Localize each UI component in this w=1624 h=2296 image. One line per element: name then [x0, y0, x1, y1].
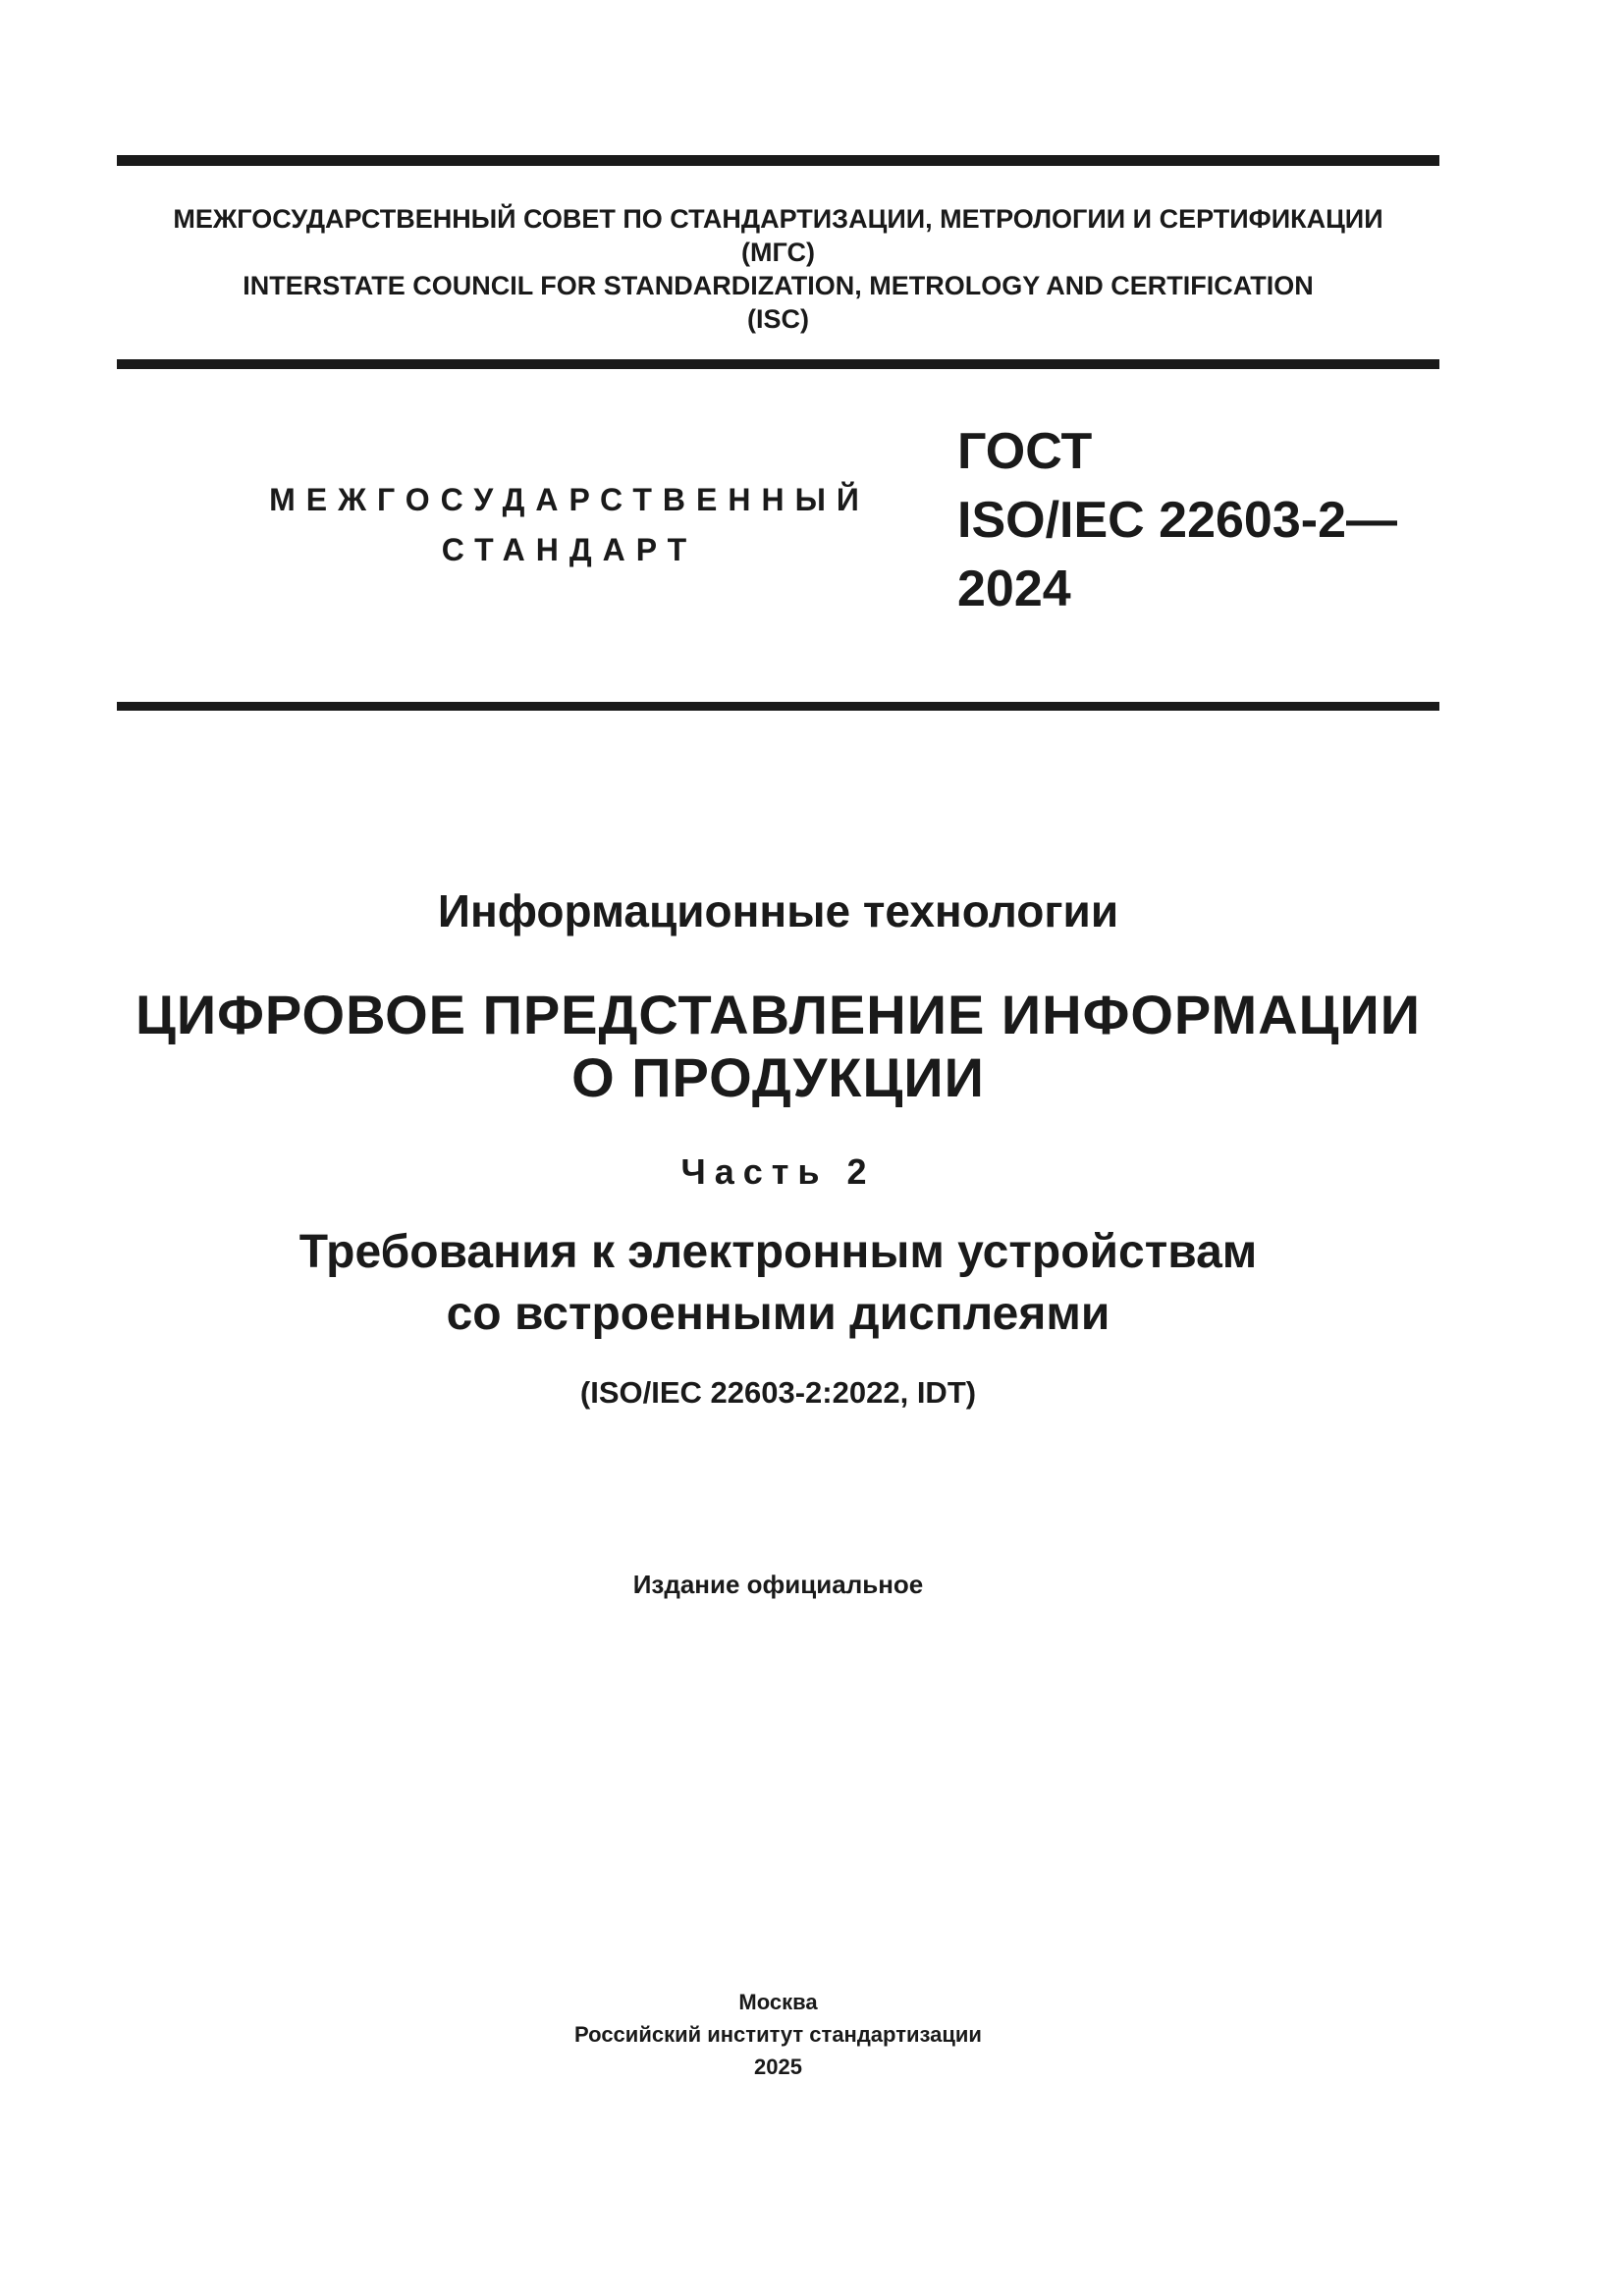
- edition-note: Издание официальное: [632, 1570, 924, 1599]
- document-part: Часть 2: [680, 1151, 876, 1192]
- publisher-name: Российский институт стандартизации: [574, 2022, 982, 2047]
- council-abbr-en: (ISC): [747, 304, 809, 334]
- publisher-info: [117, 1986, 1439, 2083]
- title-line1: ЦИФРОВОЕ ПРЕДСТАВЛЕНИЕ ИНФОРМАЦИИ: [135, 984, 1422, 1045]
- middle-rule: [117, 359, 1439, 369]
- subtitle-line2: со встроенными дисплеями: [446, 1288, 1110, 1340]
- designation-line2: ISO/IEC 22603-2—: [957, 492, 1397, 549]
- standard-type-line2: СТАНДАРТ: [441, 532, 698, 567]
- international-reference: (ISO/IEC 22603-2:2022, IDT): [579, 1375, 977, 1410]
- designation-line1: ГОСТ: [957, 423, 1093, 480]
- council-name-ru: МЕЖГОСУДАРСТВЕННЫЙ СОВЕТ ПО СТАНДАРТИЗАЦИИ, МЕТРОЛОГИИ И СЕРТИФИКАЦИИ: [173, 204, 1383, 234]
- top-rule: [117, 155, 1439, 166]
- publisher-city: Москва: [738, 1990, 818, 2014]
- document-subtitle: [117, 1221, 1439, 1345]
- bottom-rule: [117, 702, 1439, 711]
- council-abbr-ru: (МГС): [741, 238, 815, 267]
- subtitle-line1: Требования к электронным устройствам: [298, 1226, 1258, 1278]
- council-header: [117, 202, 1439, 336]
- publisher-year: 2025: [754, 2055, 802, 2079]
- designation-line3: 2024: [957, 561, 1071, 617]
- council-name-en: INTERSTATE COUNCIL FOR STANDARDIZATION, METROLOGY AND CERTIFICATION: [243, 271, 1314, 300]
- title-line2: О ПРОДУКЦИИ: [571, 1046, 985, 1108]
- standard-designation: [957, 417, 1397, 623]
- document-subject: Информационные технологии: [437, 885, 1119, 936]
- document-title: [117, 984, 1439, 1109]
- standard-type: [265, 475, 874, 575]
- standard-type-line1: МЕЖГОСУДАРСТВЕННЫЙ: [269, 482, 870, 517]
